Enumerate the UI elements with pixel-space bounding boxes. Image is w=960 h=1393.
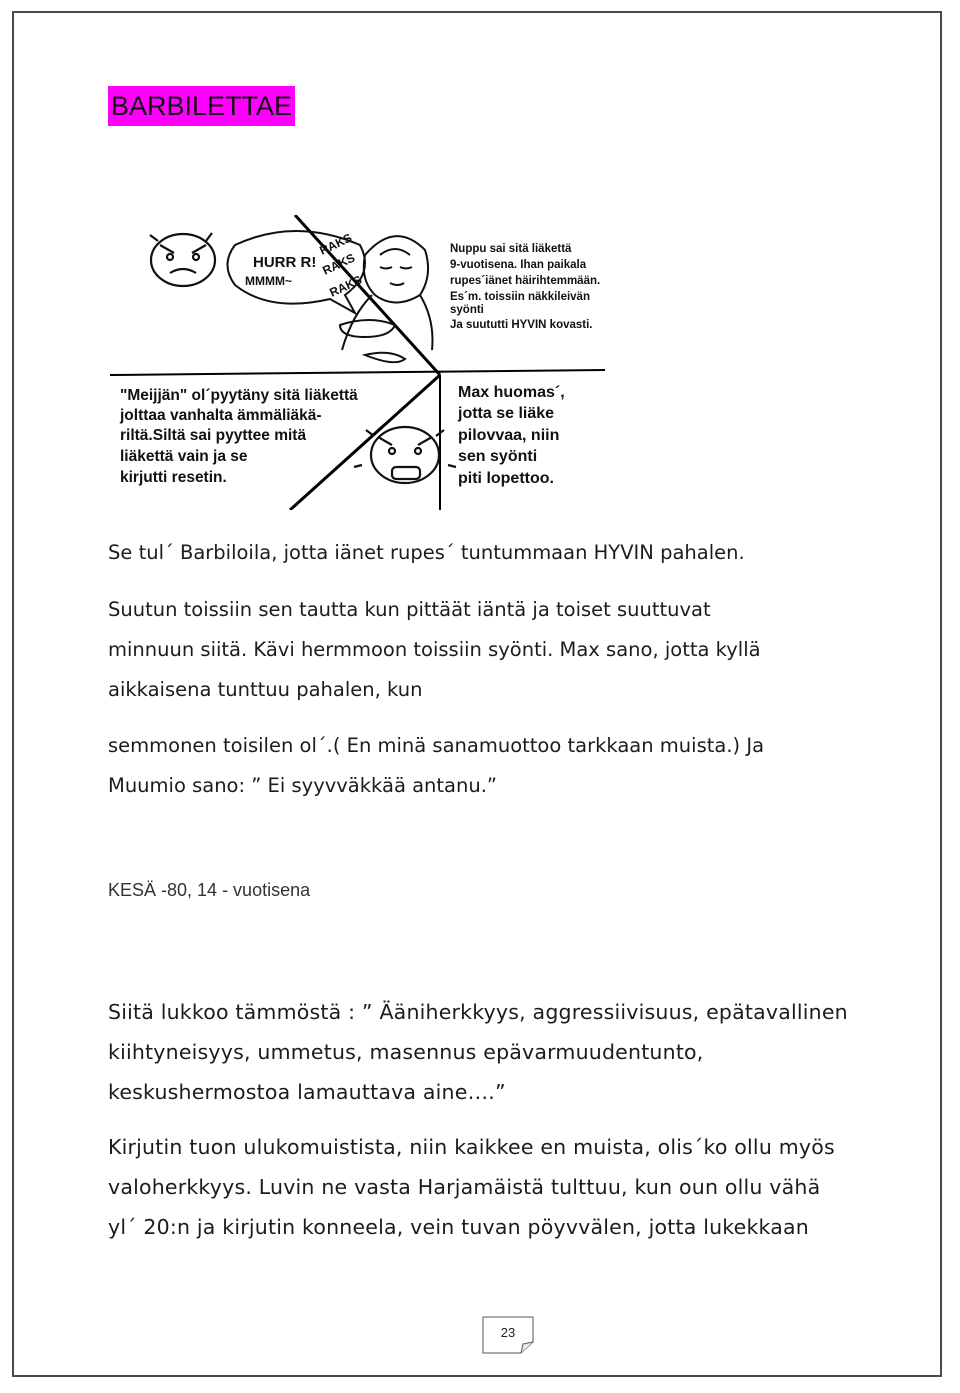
paragraph-line: yl´ 20:n ja kirjutin konneela, vein tuvan pöyvvälen, jotta lukekkaan [108, 1215, 809, 1239]
comic-illustration [110, 215, 605, 510]
paragraph-line: Kirjutin tuon ulukomuistista, niin kaikkee en muista, olis´ko ollu myös [108, 1135, 835, 1159]
caption-line: syönti [450, 304, 484, 316]
caption-line: piti lopettoo. [458, 470, 554, 487]
caption-line: pilovvaa, niin [458, 427, 560, 444]
paragraph-line: keskushermostoa lamauttava aine….” [108, 1080, 506, 1104]
raks-text-3: RAKS [327, 272, 365, 300]
page-number-box [482, 1316, 534, 1354]
date-caption: KESÄ -80, 14 - vuotisena [108, 880, 311, 900]
caption-line: rupes´iänet häirihtemmään. [450, 275, 601, 287]
bottom-left-caption [119, 387, 358, 486]
paragraph-line: valoherkkyys. Luvin ne vasta Harjamäistä tulttuu, kun oun ollu vähä [108, 1175, 821, 1199]
paragraph-line: Se tul´ Barbiloila, jotta iänet rupes´ tuntummaan HYVIN pahalen. [108, 541, 745, 564]
bubble-text-2: MMMM~ [245, 274, 292, 288]
paragraph-line: minnuun siitä. Kävi hermmoon toissiin syönti. Max sano, jotta kyllä [108, 638, 761, 661]
caption-line: Es´m. toissiin näkkileivän [450, 291, 590, 303]
caption-line: jotta se liäke [458, 405, 555, 422]
caption-line: sen syönti [458, 448, 538, 465]
page-number: 23 [500, 1325, 516, 1340]
paragraph-line: semmonen toisilen ol´.( En minä sanamuottoo tarkkaan muista.) Ja [108, 734, 765, 757]
person-drawing [340, 236, 433, 362]
caption-line: liäkettä vain ja se [120, 448, 248, 465]
paragraph-line: kiihtyneisyys, ummetus, masennus epävarmuudentunto, [108, 1040, 704, 1064]
bottom-right-caption [457, 384, 565, 487]
caption-line: jolttaa vanhalta ämmäliäkä- [120, 407, 322, 424]
caption-line: Nuppu sai sitä liäkettä [450, 243, 572, 255]
paragraph-line: Suutun toissiin sen tautta kun pittäät iäntä ja toiset suuttuvat [108, 598, 711, 621]
angry-face-drawing [150, 233, 215, 286]
raks-text-2: RAKS [320, 250, 358, 278]
top-right-caption [450, 243, 600, 331]
raks-text-1: RAKS [317, 230, 355, 258]
page-title: BARBILETTAE [108, 86, 295, 126]
paragraph-line: Muumio sano: ” Ei syyvväkkää antanu.” [108, 774, 498, 797]
paragraph-line: Siitä lukkoo tämmöstä : ” Ääniherkkyys, aggressiivisuus, epätavallinen [108, 1000, 848, 1024]
bubble-text-1: HURR R! [253, 254, 317, 271]
caption-line: "Meijjän" ol´pyytäny sitä liäkettä [120, 387, 358, 404]
caption-line: Max huomas´, [458, 384, 565, 401]
caption-line: Ja suututti HYVIN kovasti. [450, 319, 593, 331]
caption-line: kirjutti resetin. [120, 469, 227, 486]
paragraph-line: aikkaisena tunttuu pahalen, kun [108, 678, 423, 701]
caption-line: 9-vuotisena. Ihan paikala [450, 259, 587, 271]
caption-line: riltä.Siltä sai pyyttee mitä [120, 427, 307, 444]
